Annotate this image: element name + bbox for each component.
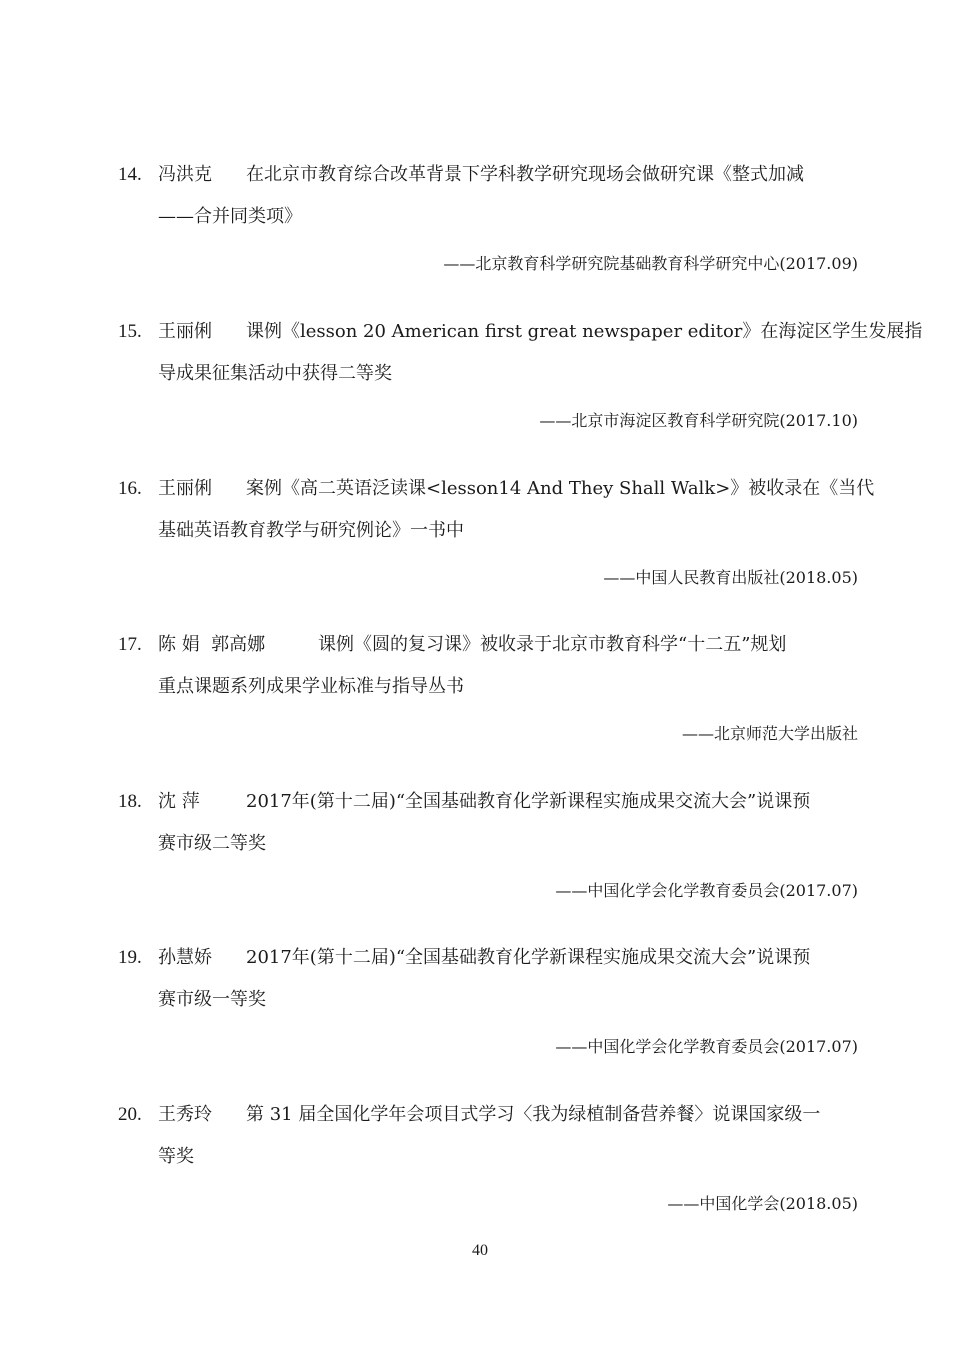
entry-author: 陈 娟 郭高娜 xyxy=(158,634,266,655)
entry-first-line xyxy=(158,1101,858,1129)
entry-description-line2: 赛市级一等奖 xyxy=(158,989,266,1010)
entry-description-line1: 2017年(第十二届)“全国基础教育化学新课程实施成果交流大会”说课预 xyxy=(246,791,811,812)
entry-description-line1: 2017年(第十二届)“全国基础教育化学新课程实施成果交流大会”说课预 xyxy=(246,947,811,968)
entry-number: 15. xyxy=(118,321,142,342)
entry-number: 14. xyxy=(118,164,142,185)
entry-description-line1: 课例《圆的复习课》被收录于北京市教育科学“十二五”规划 xyxy=(318,634,787,655)
entry-description-line2: 赛市级二等奖 xyxy=(158,833,266,854)
entry-source: ——中国化学会(2018.05) xyxy=(667,1194,858,1213)
entry-source: ——北京师范大学出版社 xyxy=(681,724,858,743)
entry-source: ——中国化学会化学教育委员会(2017.07) xyxy=(555,1037,858,1056)
entry-source: ——中国人民教育出版社(2018.05) xyxy=(603,568,858,587)
entry-description-line2: 重点课题系列成果学业标准与指导丛书 xyxy=(158,676,464,697)
entry-first-line xyxy=(158,631,858,659)
entry-first-line xyxy=(158,944,858,972)
entry-author: 王丽俐 xyxy=(158,321,212,342)
entry-description-line2: 基础英语教育教学与研究例论》一书中 xyxy=(158,520,464,541)
entry-source: ——北京市海淀区教育科学研究院(2017.10) xyxy=(539,411,858,430)
entry-number: 17. xyxy=(118,634,142,655)
entry-first-line xyxy=(158,318,923,346)
entry-description-line1: 案例《高二英语泛读课<lesson14 And They Shall Walk>》被收录在《当代 xyxy=(246,478,875,499)
entry-description-line2: ——合并同类项》 xyxy=(158,206,302,227)
entry-number: 20. xyxy=(118,1104,142,1125)
entry-source: ——中国化学会化学教育委员会(2017.07) xyxy=(555,881,858,900)
entry-first-line xyxy=(158,161,858,189)
entry-author: 冯洪克 xyxy=(158,164,212,185)
entry-source: ——北京教育科学研究院基础教育科学研究中心(2017.09) xyxy=(443,254,858,273)
entry-number: 16. xyxy=(118,478,142,499)
entry-description-line1: 课例《lesson 20 American first great newspaper editor》在海淀区学生发展指 xyxy=(246,321,923,342)
entry-author: 王丽俐 xyxy=(158,478,212,499)
entry-description-line2: 导成果征集活动中获得二等奖 xyxy=(158,363,392,384)
entry-author: 王秀玲 xyxy=(158,1104,212,1125)
page-number: 40 xyxy=(472,1242,488,1259)
entry-number: 18. xyxy=(118,791,142,812)
entry-description-line1: 第 31 届全国化学年会项目式学习〈我为绿植制备营养餐〉说课国家级一 xyxy=(246,1104,821,1125)
entry-first-line xyxy=(158,475,875,503)
entry-author: 孙慧娇 xyxy=(158,947,212,968)
entry-description-line1: 在北京市教育综合改革背景下学科教学研究现场会做研究课《整式加减 xyxy=(246,164,804,185)
entry-number: 19. xyxy=(118,947,142,968)
entry-author: 沈 萍 xyxy=(158,791,200,812)
entry-first-line xyxy=(158,788,858,816)
entry-description-line2: 等奖 xyxy=(158,1146,194,1167)
